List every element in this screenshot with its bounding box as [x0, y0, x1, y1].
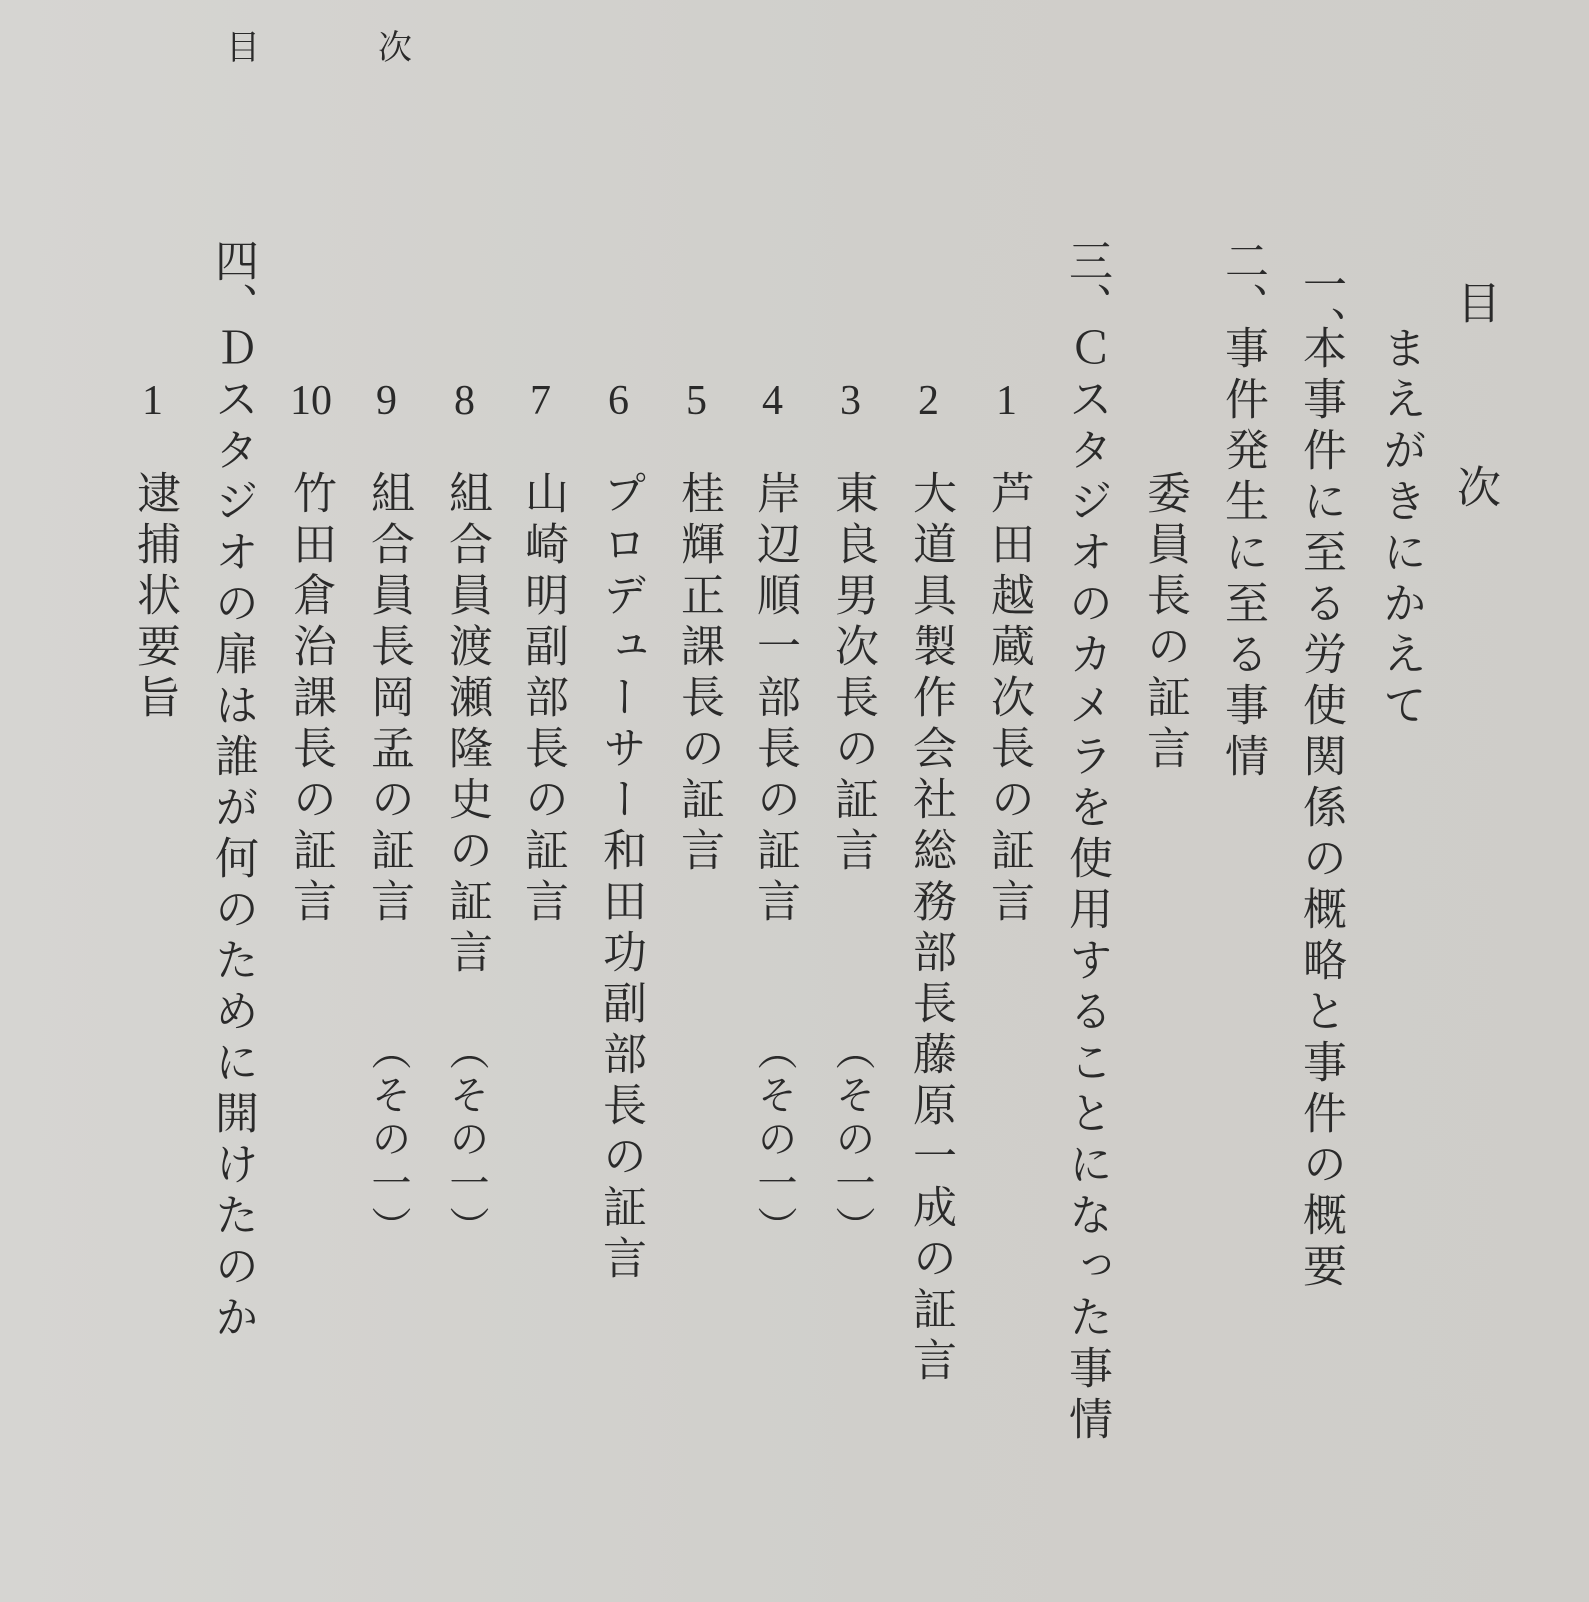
toc-item-number: 7 — [530, 378, 551, 424]
toc-item-number: 4 — [762, 378, 783, 424]
toc-item-title: 東良男次長の証言 — [827, 470, 878, 878]
toc-item-number: 10 — [290, 378, 332, 424]
running-header: 目 次 — [226, 28, 454, 68]
toc-item-title: 逮捕状要旨 — [129, 470, 180, 725]
toc-item-suffix: （その一） — [443, 1030, 489, 1250]
toc-item-title: 竹田倉治課長の証言 — [285, 470, 336, 929]
toc-preface: まえがきにかえて — [1375, 325, 1426, 733]
toc-ch4-mark: 四、 — [207, 238, 258, 326]
toc-ch2-title: 事件発生に至る事情 — [1217, 325, 1268, 784]
toc-item-title: プロデューサー和田功副部長の証言 — [595, 470, 646, 1286]
toc-item-number: 1 — [142, 378, 163, 424]
toc-item-title: 桂輝正課長の証言 — [673, 470, 724, 878]
toc-item-title: 山崎明副部長の証言 — [517, 470, 568, 929]
toc-ch1-title: 本事件に至る労使関係の概略と事件の概要 — [1295, 325, 1346, 1294]
toc-item-number: 2 — [918, 378, 939, 424]
toc-item-number: 3 — [840, 378, 861, 424]
toc-item-title: 大道具製作会社総務部長藤原一成の証言 — [905, 470, 956, 1388]
toc-item-title: 組合員長岡孟の証言 — [363, 470, 414, 929]
toc-item-suffix: （その一） — [751, 1030, 797, 1250]
toc-item-number: 1 — [996, 378, 1017, 424]
toc-item-title: 岸辺順一部長の証言 — [749, 470, 800, 929]
toc-item-title: 芦田越蔵次長の証言 — [983, 470, 1034, 929]
toc-item-title: 組合員渡瀬隆史の証言 — [441, 470, 492, 980]
toc-ch1-mark: 一、 — [1295, 262, 1346, 350]
toc-item-number: 8 — [454, 378, 475, 424]
page-title: 目 次 — [1449, 280, 1500, 556]
toc-item-number: 5 — [686, 378, 707, 424]
toc-item-suffix: （その一） — [829, 1030, 875, 1250]
toc-ch3-title: Ｃスタジオのカメラを使用することになった事情 — [1061, 325, 1112, 1447]
toc-ch4-title: Ｄスタジオの扉は誰が何のために開けたのか — [207, 325, 258, 1345]
toc-ch2-mark: 二、 — [1217, 238, 1268, 326]
toc-ch2-sub: 委員長の証言 — [1139, 470, 1190, 776]
toc-ch3-mark: 三、 — [1061, 238, 1112, 326]
toc-item-suffix: （その一） — [365, 1030, 411, 1250]
toc-item-number: 6 — [608, 378, 629, 424]
toc-item-number: 9 — [376, 378, 397, 424]
